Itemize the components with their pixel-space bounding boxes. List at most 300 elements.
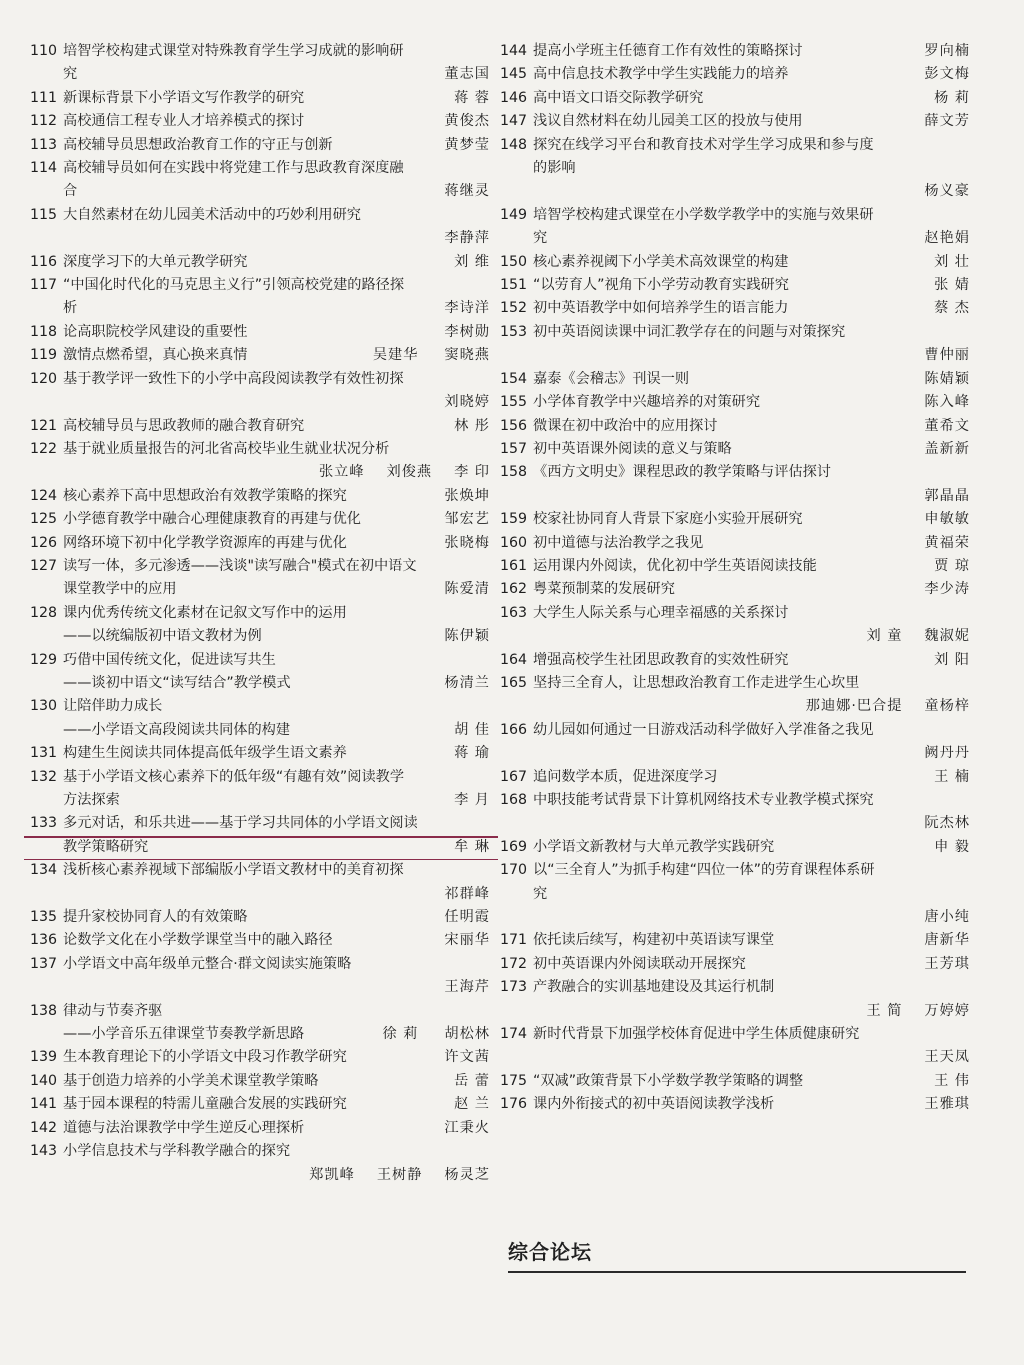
toc-entry <box>500 461 970 508</box>
toc-entry <box>30 602 490 649</box>
entry-authors <box>444 110 490 133</box>
toc-line <box>30 555 490 578</box>
author-name: 董希文 <box>924 417 970 434</box>
toc-entry <box>30 649 490 696</box>
author-name: 陈婧颖 <box>924 370 970 387</box>
author-name: 童杨梓 <box>924 698 970 715</box>
entry-authors <box>444 485 490 508</box>
author-name: 王天凤 <box>924 1049 970 1066</box>
toc-title-wrap <box>30 87 304 110</box>
entry-number: 173 <box>500 979 528 996</box>
entry-number: 157 <box>500 440 528 457</box>
toc-title-wrap <box>30 766 404 789</box>
toc-line <box>30 859 490 882</box>
toc-line <box>30 110 490 133</box>
entry-number: 148 <box>500 136 528 153</box>
author-name: 陈伊颖 <box>444 628 490 645</box>
entry-title-line: 高校辅导员如何在实践中将党建工作与思政教育深度融 <box>63 160 404 177</box>
toc-entry <box>30 1140 490 1187</box>
entry-number: 142 <box>30 1119 58 1136</box>
author-name: 张焕坤 <box>444 487 490 504</box>
entry-authors <box>924 63 970 86</box>
entry-number: 112 <box>30 113 58 130</box>
entry-authors <box>454 719 490 742</box>
entry-authors <box>444 134 490 157</box>
toc-entry <box>30 695 490 742</box>
toc-title-wrap <box>30 1070 318 1093</box>
entry-title-line: 教学策略研究 <box>63 838 149 855</box>
toc-line <box>30 415 490 438</box>
entry-number: 116 <box>30 253 58 270</box>
entry-number: 153 <box>500 323 528 340</box>
toc-title-wrap <box>500 719 874 742</box>
entry-authors <box>454 415 490 438</box>
entry-title-line: 追问数学本质，促进深度学习 <box>533 768 718 785</box>
toc-title-wrap <box>30 532 347 555</box>
entry-authors <box>934 297 970 320</box>
toc-line <box>30 812 490 835</box>
toc-line <box>500 672 970 695</box>
toc-entry <box>30 321 490 344</box>
entry-authors <box>924 929 970 952</box>
entry-title-line: 课堂教学中的应用 <box>63 581 177 598</box>
toc-line <box>500 649 970 672</box>
toc-entry <box>30 87 490 110</box>
entry-title-line: 初中英语阅读课中词汇教学存在的问题与对策探究 <box>533 323 846 340</box>
toc-title-wrap <box>500 532 703 555</box>
author-name: 牟 琳 <box>454 838 490 855</box>
entry-number: 166 <box>500 721 528 738</box>
entry-authors <box>444 180 490 203</box>
entry-title-line: 构建生生阅读共同体提高低年级学生语文素养 <box>63 745 347 762</box>
toc-title-wrap <box>30 1117 304 1140</box>
entry-title-line: 究 <box>533 885 548 902</box>
entry-title-line: 生本教育理论下的小学语文中段习作教学研究 <box>63 1049 347 1066</box>
toc-title-wrap <box>500 438 732 461</box>
entry-title-line: 浅析核心素养视域下部编版小学语文教材中的美育初探 <box>63 862 404 879</box>
entry-title-line: ——小学语文高段阅读共同体的构建 <box>63 721 291 738</box>
entry-title-line: 基于小学语文核心素养下的低年级“有趣有效”阅读教学 <box>63 768 405 785</box>
entry-number: 151 <box>500 277 528 294</box>
toc-line <box>500 578 970 601</box>
entry-authors <box>500 1046 970 1069</box>
toc-title-wrap <box>30 508 361 531</box>
toc-line <box>30 1093 490 1116</box>
author-name: 阮杰林 <box>924 815 970 832</box>
author-name: 蔡 杰 <box>934 300 970 317</box>
entry-authors <box>444 63 490 86</box>
entry-number: 160 <box>500 534 528 551</box>
entry-title-line: 核心素养下高中思想政治有效教学策略的探究 <box>63 487 347 504</box>
author-name: 唐小纯 <box>924 909 970 926</box>
entry-title-line: 粤菜预制菜的发展研究 <box>533 581 675 598</box>
entry-title-line: 基于教学评一致性下的小学中高段阅读教学有效性初探 <box>63 370 404 387</box>
entry-authors <box>30 1164 490 1187</box>
author-name: 张立峰 <box>318 464 365 481</box>
toc-line <box>500 110 970 133</box>
toc-line <box>500 883 970 906</box>
entry-authors <box>444 1046 490 1069</box>
toc-entry <box>30 251 490 274</box>
toc-title-wrap <box>30 110 304 133</box>
toc-title-wrap <box>500 672 859 695</box>
author-name: 张 婧 <box>934 277 970 294</box>
toc-title-wrap <box>500 789 874 812</box>
author-name: 宋丽华 <box>444 932 490 949</box>
entry-number: 130 <box>30 698 58 715</box>
author-name: 王海芹 <box>444 979 490 996</box>
entry-authors <box>924 391 970 414</box>
toc-title-wrap <box>30 438 389 461</box>
entry-number: 129 <box>30 651 58 668</box>
section-title: 综合论坛 <box>508 1240 592 1264</box>
toc-line <box>30 274 490 297</box>
toc-title-wrap <box>30 906 247 929</box>
entry-title-line: 培智学校构建式课堂在小学数学教学中的实施与效果研 <box>533 206 874 223</box>
entry-authors <box>934 766 970 789</box>
entry-title-line: 微课在初中政治中的应用探讨 <box>533 417 718 434</box>
entry-title-line: 坚持三全育人，让思想政治教育工作走进学生心坎里 <box>533 674 860 691</box>
author-name: 罗向楠 <box>924 43 970 59</box>
toc-title-wrap <box>30 251 247 274</box>
toc-title-wrap <box>500 508 803 531</box>
entry-number: 125 <box>30 511 58 528</box>
toc-entry <box>500 134 970 204</box>
toc-entry <box>500 532 970 555</box>
entry-title-line: 高校辅导员思想政治教育工作的守正与创新 <box>63 136 333 153</box>
entry-authors <box>924 368 970 391</box>
entry-number: 167 <box>500 768 528 785</box>
entry-number: 154 <box>500 370 528 387</box>
toc-line <box>30 63 490 86</box>
entry-authors <box>924 532 970 555</box>
entry-authors <box>30 391 490 414</box>
entry-number: 145 <box>500 66 528 83</box>
author-name: 董志国 <box>444 66 490 83</box>
entry-title-line: 以“三全育人”为抓手构建“四位一体”的劳育课程体系研 <box>533 862 875 879</box>
author-name: 唐新华 <box>924 932 970 949</box>
entry-authors <box>454 742 490 765</box>
entry-authors <box>500 1000 970 1023</box>
toc-line <box>30 953 490 976</box>
toc-line <box>500 719 970 742</box>
entry-title-line: 幼儿园如何通过一日游戏活动科学做好入学准备之我见 <box>533 721 874 738</box>
entry-title-line: 大自然素材在幼儿园美术活动中的巧妙利用研究 <box>63 206 361 223</box>
entry-authors <box>934 649 970 672</box>
entry-title-line: 增强高校学生社团思政教育的实效性研究 <box>533 651 789 668</box>
toc-title-wrap <box>500 1070 803 1093</box>
entry-number: 117 <box>30 277 58 294</box>
entry-title-line: 网络环境下初中化学教学资源库的再建与优化 <box>63 534 347 551</box>
author-name: 王 伟 <box>934 1072 970 1089</box>
entry-authors <box>444 1117 490 1140</box>
author-name: 刘俊燕 <box>386 464 433 481</box>
toc-line <box>30 438 490 461</box>
toc-entry <box>30 766 490 813</box>
toc-line <box>500 321 970 344</box>
entry-number: 119 <box>30 347 58 364</box>
entry-number: 132 <box>30 768 58 785</box>
toc-entry <box>30 555 490 602</box>
toc-line <box>30 297 490 320</box>
toc-title-wrap <box>30 297 77 320</box>
entry-title-line: 律动与节奏齐驱 <box>63 1002 163 1019</box>
author-name: 邹宏艺 <box>444 511 490 528</box>
author-name: 申 毅 <box>934 838 970 855</box>
author-name: 蒋继灵 <box>444 183 490 200</box>
toc-title-wrap <box>500 602 788 625</box>
toc-line <box>500 368 970 391</box>
entry-title-line: 高校通信工程专业人才培养模式的探讨 <box>63 113 305 130</box>
author-name: 杨 莉 <box>934 89 970 106</box>
toc-title-wrap <box>500 1093 774 1116</box>
toc-line <box>500 836 970 859</box>
toc-entry <box>30 1000 490 1047</box>
toc-entry <box>500 719 970 766</box>
entry-title-line: 嘉泰《会稽志》刊误一则 <box>533 370 690 387</box>
entry-number: 161 <box>500 557 528 574</box>
entry-number: 138 <box>30 1002 58 1019</box>
toc-title-wrap <box>500 274 789 297</box>
entry-authors <box>500 180 970 203</box>
toc-entry <box>30 485 490 508</box>
toc-line <box>30 672 490 695</box>
entry-authors <box>454 251 490 274</box>
toc-entry <box>500 1023 970 1070</box>
toc-line <box>30 906 490 929</box>
entry-number: 158 <box>500 464 528 481</box>
toc-entry <box>500 578 970 601</box>
toc-line <box>30 789 490 812</box>
toc-entry <box>30 204 490 251</box>
author-name: 万婷婷 <box>924 1002 970 1019</box>
entry-authors <box>454 836 490 859</box>
toc-entry <box>30 742 490 765</box>
entry-authors <box>500 625 970 648</box>
entry-authors <box>924 1093 970 1116</box>
author-name: 赵艳娟 <box>924 230 970 247</box>
toc-line <box>30 485 490 508</box>
author-name: 刘 童 <box>866 628 903 645</box>
entry-title-line: 课内外衔接式的初中英语阅读教学浅析 <box>533 1096 775 1113</box>
author-name: 薛文芳 <box>924 113 970 130</box>
entry-title-line: 初中英语课内外阅读联动开展探究 <box>533 955 746 972</box>
entry-title-line: 究 <box>533 230 548 247</box>
toc-title-wrap <box>500 1023 859 1046</box>
entry-title-line: 提高小学班主任德育工作有效性的策略探讨 <box>533 43 803 59</box>
toc-title-wrap <box>500 976 774 999</box>
toc-line <box>30 625 490 648</box>
entry-title-line: 合 <box>63 183 78 200</box>
author-name: 蒋 蓉 <box>454 89 490 106</box>
author-name: 窦晓燕 <box>444 347 490 364</box>
toc-entry <box>500 40 970 63</box>
entry-title-line: ——小学音乐五律课堂节奏教学新思路 <box>63 1026 305 1043</box>
entry-number: 113 <box>30 136 58 153</box>
entry-title-line: 析 <box>63 300 78 317</box>
entry-number: 155 <box>500 394 528 411</box>
entry-title-line: 道德与法治课教学中学生逆反心理探析 <box>63 1119 305 1136</box>
entry-number: 110 <box>30 43 58 59</box>
toc-line <box>30 87 490 110</box>
toc-line <box>30 134 490 157</box>
toc-title-wrap <box>500 321 845 344</box>
author-name: 杨义豪 <box>924 183 970 200</box>
toc-entry <box>500 672 970 719</box>
entry-title-line: 依托读后续写，构建初中英语读写课堂 <box>533 932 775 949</box>
entry-authors <box>500 812 970 835</box>
toc-line <box>30 321 490 344</box>
toc-line <box>30 368 490 391</box>
toc-title-wrap <box>30 274 404 297</box>
author-name: 刘 壮 <box>934 253 970 270</box>
author-name: 张晓梅 <box>444 534 490 551</box>
toc-line <box>30 695 490 718</box>
entry-authors <box>383 1023 490 1046</box>
author-name: 王雅琪 <box>924 1096 970 1113</box>
toc-title-wrap <box>30 204 361 227</box>
toc-entry <box>30 40 490 87</box>
author-name: 岳 蕾 <box>454 1072 490 1089</box>
toc-title-wrap <box>30 929 333 952</box>
toc-line <box>30 649 490 672</box>
entry-authors <box>924 508 970 531</box>
entry-authors <box>454 789 490 812</box>
toc-title-wrap <box>30 719 290 742</box>
entry-title-line: 产教融合的实训基地建设及其运行机制 <box>533 979 775 996</box>
toc-entry <box>500 438 970 461</box>
toc-entry <box>30 1046 490 1069</box>
entry-number: 169 <box>500 838 528 855</box>
toc-title-wrap <box>500 391 760 414</box>
entry-authors <box>30 461 490 484</box>
entry-authors <box>500 906 970 929</box>
author-name: 王树静 <box>376 1166 423 1183</box>
entry-authors <box>444 321 490 344</box>
toc-title-wrap <box>30 859 404 882</box>
entry-number: 121 <box>30 417 58 434</box>
toc-title-wrap <box>500 87 703 110</box>
toc-entry <box>30 110 490 133</box>
entry-title-line: 《西方文明史》课程思政的教学策略与评估探讨 <box>533 464 831 481</box>
entry-authors <box>934 836 970 859</box>
entry-number: 141 <box>30 1096 58 1113</box>
toc-title-wrap <box>30 485 347 508</box>
toc-right-column <box>500 40 970 1117</box>
toc-line <box>500 134 970 157</box>
entry-authors <box>444 929 490 952</box>
entry-title-line: 浅议自然材料在幼儿园美工区的投放与使用 <box>533 113 803 130</box>
toc-line <box>30 1023 490 1046</box>
toc-entry <box>30 929 490 952</box>
toc-entry <box>500 368 970 391</box>
toc-entry <box>500 204 970 251</box>
entry-authors <box>924 415 970 438</box>
author-name: 李 印 <box>454 464 490 481</box>
toc-line <box>500 532 970 555</box>
author-name: 彭文梅 <box>924 66 970 83</box>
toc-line <box>500 227 970 250</box>
author-name: 胡 佳 <box>454 721 490 738</box>
entry-number: 159 <box>500 511 528 528</box>
toc-entry <box>500 929 970 952</box>
entry-title-line: 培智学校构建式课堂对特殊教育学生学习成就的影响研 <box>63 43 404 59</box>
toc-title-wrap <box>500 766 717 789</box>
toc-line <box>500 461 970 484</box>
entry-number: 164 <box>500 651 528 668</box>
entry-number: 170 <box>500 862 528 879</box>
entry-authors <box>934 555 970 578</box>
toc-entry <box>30 906 490 929</box>
toc-title-wrap <box>30 1093 347 1116</box>
toc-entry <box>30 1070 490 1093</box>
toc-entry <box>30 274 490 321</box>
entry-authors <box>30 976 490 999</box>
author-name: 黄福荣 <box>924 534 970 551</box>
entry-number: 127 <box>30 557 58 574</box>
entry-number: 171 <box>500 932 528 949</box>
entry-title-line: 多元对话，和乐共进——基于学习共同体的小学语文阅读 <box>63 815 418 832</box>
toc-line <box>30 157 490 180</box>
entry-number: 111 <box>30 89 58 106</box>
author-name: 李诗洋 <box>444 300 490 317</box>
toc-title-wrap <box>30 415 304 438</box>
author-name: 胡松林 <box>444 1026 490 1043</box>
toc-line <box>500 274 970 297</box>
toc-line <box>500 204 970 227</box>
toc-entry <box>30 368 490 415</box>
toc-line <box>500 63 970 86</box>
entry-authors <box>444 532 490 555</box>
toc-title-wrap <box>30 1000 162 1023</box>
toc-line <box>500 1093 970 1116</box>
toc-entry <box>30 1093 490 1116</box>
entry-title-line: 课内优秀传统文化素材在记叙文写作中的运用 <box>63 604 347 621</box>
entry-authors <box>924 110 970 133</box>
entry-number: 118 <box>30 323 58 340</box>
entry-number: 126 <box>30 534 58 551</box>
toc-line <box>30 508 490 531</box>
toc-line <box>500 953 970 976</box>
toc-entry <box>500 251 970 274</box>
toc-line <box>500 391 970 414</box>
toc-entry <box>500 63 970 86</box>
entry-title-line: 大学生人际关系与心理幸福感的关系探讨 <box>533 604 789 621</box>
toc-title-wrap <box>500 649 788 672</box>
entry-title-line: 初中英语教学中如何培养学生的语言能力 <box>533 300 789 317</box>
toc-line <box>30 1046 490 1069</box>
entry-number: 136 <box>30 932 58 949</box>
toc-entry <box>30 438 490 485</box>
entry-title-line: 基于就业质量报告的河北省高校毕业生就业状况分析 <box>63 440 390 457</box>
entry-title-line: 新时代背景下加强学校体育促进中学生体质健康研究 <box>533 1026 860 1043</box>
author-name: 曹仲丽 <box>924 347 970 364</box>
entry-authors <box>924 578 970 601</box>
author-name: 许文茜 <box>444 1049 490 1066</box>
toc-title-wrap <box>500 110 803 133</box>
entry-title-line: ——谈初中语文“读写结合”教学模式 <box>63 674 291 691</box>
toc-title-wrap <box>500 368 689 391</box>
toc-title-wrap <box>30 157 404 180</box>
toc-entry <box>500 555 970 578</box>
entry-number: 168 <box>500 792 528 808</box>
toc-title-wrap <box>30 344 247 367</box>
entry-authors <box>444 672 490 695</box>
toc-line <box>500 508 970 531</box>
entry-title-line: 探究在线学习平台和教育技术对学生学习成果和参与度 <box>533 136 874 153</box>
toc-line <box>500 438 970 461</box>
author-name: 刘 阳 <box>934 651 970 668</box>
